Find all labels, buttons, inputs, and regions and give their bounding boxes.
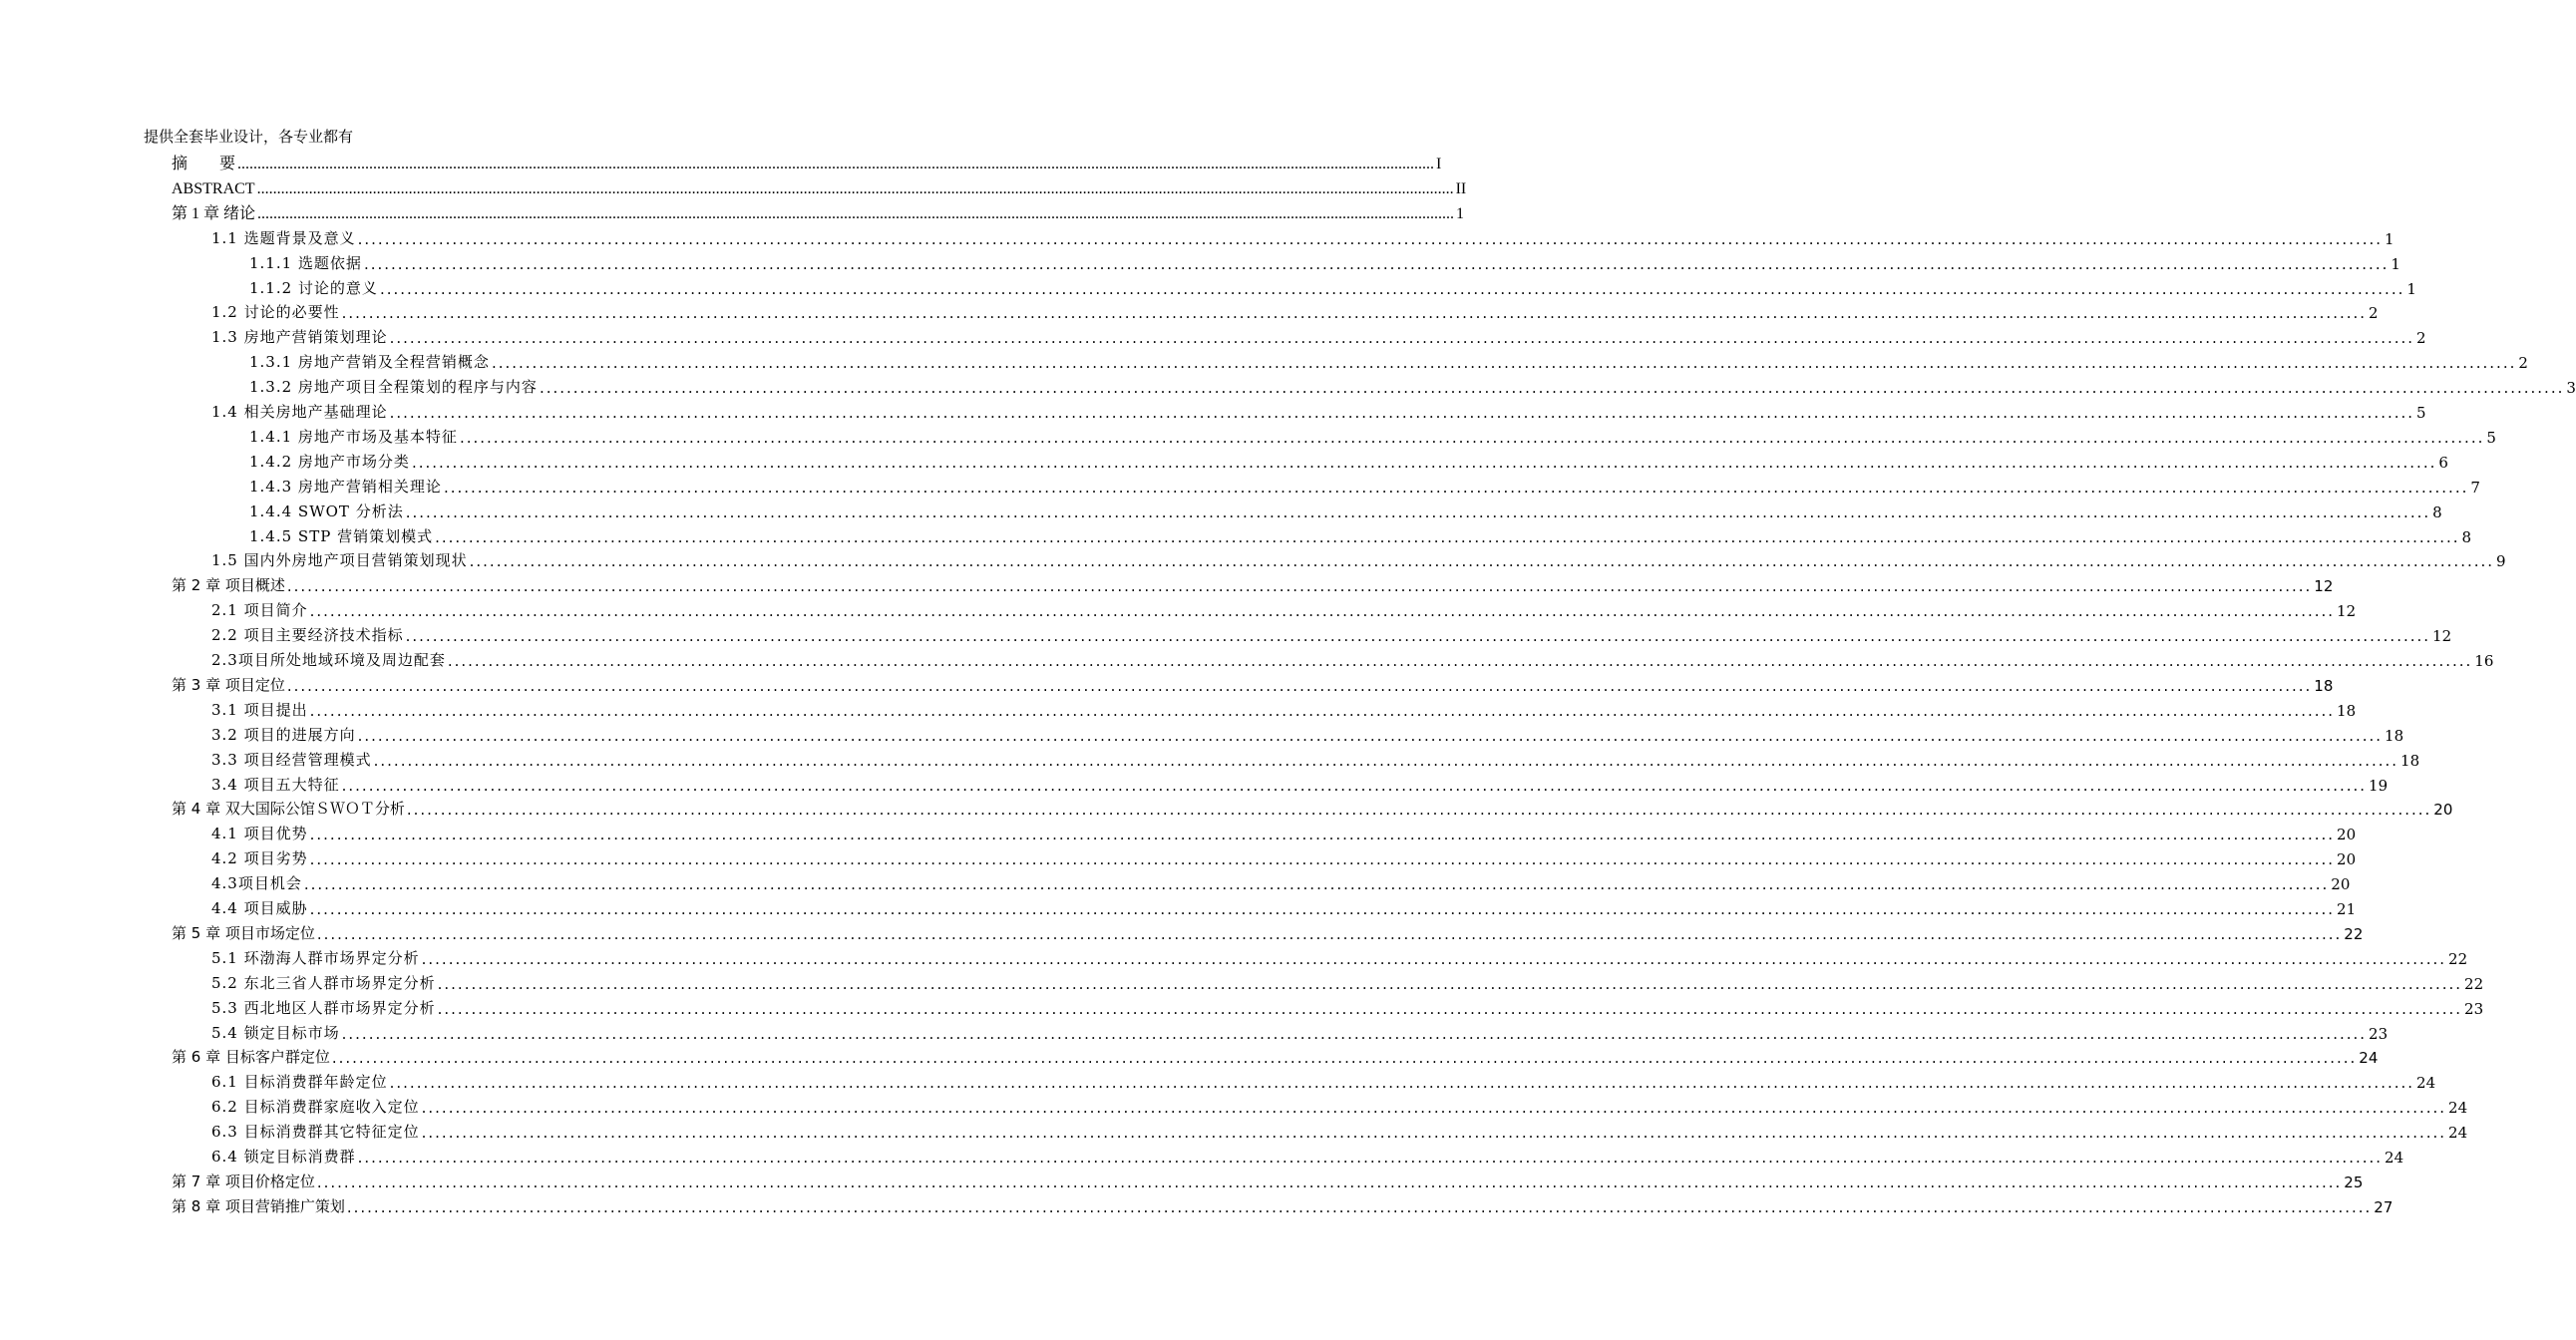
toc-entry-page: 1 (1456, 204, 1465, 222)
toc-entry-page: 7 (2470, 478, 2480, 497)
toc-entry[interactable] (211, 596, 2357, 621)
toc-entry-title: 1.4.1 房地产市场及基本特征 (249, 427, 458, 446)
toc-leader-dots: ............................................................................................................................................................................................................................................................................................................ (309, 826, 2336, 844)
toc-entry-page: 1 (2385, 229, 2394, 248)
toc-leader-dots: ............................................................................................................................................................................................................................................................................................................ (237, 156, 1435, 172)
toc-entry[interactable] (211, 1093, 2468, 1118)
toc-entry-title: 第 1 章 绪论 (172, 204, 256, 222)
toc-leader-dots: ............................................................................................................................................................................................................................................................................................................ (459, 428, 2485, 447)
toc-entry-title: 2.2 项目主要经济技术指标 (211, 626, 404, 645)
toc-entry[interactable] (172, 174, 1467, 198)
toc-entry-title: 第 6 章 目标客户群定位 (172, 1048, 330, 1067)
toc-entry-title: 第 8 章 项目营销推广策划 (172, 1196, 345, 1215)
toc-entry-title: 5.1 环渤海人群市场界定分析 (211, 948, 420, 967)
toc-entry[interactable] (211, 224, 2394, 248)
toc-entry[interactable] (249, 473, 2480, 497)
toc-entry-title: 第 5 章 项目市场定位 (172, 923, 315, 942)
toc-entry-page: 24 (2359, 1049, 2379, 1068)
toc-leader-dots: ............................................................................................................................................................................................................................................................................................................ (406, 801, 2432, 820)
toc-entry-title: 1.4.2 房地产市场分类 (249, 452, 410, 471)
toc-entry[interactable] (211, 721, 2404, 745)
toc-entry[interactable] (211, 820, 2357, 844)
toc-leader-dots: ............................................................................................................................................................................................................................................................................................................ (437, 999, 2463, 1018)
toc-entry-title: 3.1 项目提出 (211, 700, 308, 719)
toc-leader-dots: ............................................................................................................................................................................................................................................................................................................ (303, 875, 2330, 894)
toc-entry-page: 2 (2416, 329, 2426, 348)
toc-entry[interactable] (211, 1143, 2404, 1167)
toc-entry-page: 3 (2566, 379, 2576, 398)
toc-entry-title: 第 4 章 双大国际公馆ＳＷＯＴ分析 (172, 800, 405, 819)
toc-leader-dots: ............................................................................................................................................................................................................................................................................................................ (405, 502, 2431, 521)
toc-entry-page: 1 (2406, 279, 2416, 298)
toc-entry[interactable] (249, 522, 2472, 546)
toc-entry-page: 1 (2391, 254, 2400, 273)
toc-entry[interactable] (249, 498, 2442, 521)
toc-entry[interactable] (211, 1068, 2436, 1093)
toc-leader-dots: ............................................................................................................................................................................................................................................................................................................ (357, 229, 2384, 248)
toc-leader-dots: ............................................................................................................................................................................................................................................................................................................ (405, 627, 2431, 646)
toc-entry-title: 第 2 章 项目概述 (172, 576, 285, 595)
toc-entry-title: 3.4 项目五大特征 (211, 775, 340, 794)
toc-leader-dots: ............................................................................................................................................................................................................................................................................................................ (346, 1197, 2373, 1216)
toc-entry-page: 8 (2432, 502, 2442, 521)
toc-entry[interactable] (172, 1043, 2379, 1068)
toc-entry-title: 4.3项目机会 (211, 874, 302, 893)
toc-leader-dots: ............................................................................................................................................................................................................................................................................................................ (491, 354, 2517, 373)
toc-leader-dots: ............................................................................................................................................................................................................................................................................................................ (357, 726, 2384, 745)
toc-leader-dots: ............................................................................................................................................................................................................................................................................................................ (379, 279, 2405, 298)
toc-leader-dots: ............................................................................................................................................................................................................................................................................................................ (316, 924, 2343, 943)
toc-entry[interactable] (249, 249, 2400, 273)
toc-entry-page: 12 (2314, 577, 2334, 596)
toc-entry-page: 23 (2369, 1024, 2389, 1043)
toc-entry-page: 20 (2433, 801, 2453, 820)
toc-entry[interactable] (172, 150, 1442, 173)
toc-entry-page: 22 (2344, 924, 2364, 943)
toc-entry[interactable] (211, 323, 2426, 348)
toc-entry[interactable] (249, 348, 2528, 373)
toc-leader-dots: ............................................................................................................................................................................................................................................................................................................ (309, 701, 2336, 720)
toc-entry-page: 24 (2448, 1124, 2468, 1143)
toc-entry-title: 1.3.2 房地产项目全程策划的程序与内容 (249, 378, 538, 397)
toc-leader-dots: ............................................................................................................................................................................................................................................................................................................ (341, 776, 2368, 795)
toc-entry-title: 3.2 项目的进展方向 (211, 725, 356, 744)
toc-leader-dots: ............................................................................................................................................................................................................................................................................................................ (341, 1024, 2368, 1043)
toc-entry[interactable] (211, 398, 2426, 422)
toc-entry-title: 6.4 锁定目标消费群 (211, 1148, 356, 1166)
toc-leader-dots: ............................................................................................................................................................................................................................................................................................................ (435, 527, 2460, 546)
toc-entry-page: 24 (2448, 1099, 2468, 1118)
toc-entry-page: II (1455, 179, 1467, 197)
toc-leader-dots: ............................................................................................................................................................................................................................................................................................................ (411, 453, 2437, 472)
toc-entry-title: 5.2 东北三省人群市场界定分析 (211, 973, 436, 992)
toc-leader-dots: ............................................................................................................................................................................................................................................................................................................ (373, 751, 2399, 770)
toc-entry-page: 19 (2369, 776, 2389, 795)
toc-entry-title: 1.3.1 房地产营销及全程营销概念 (249, 353, 490, 372)
toc-entry[interactable] (249, 274, 2416, 298)
toc-entry-page: 18 (2385, 726, 2404, 745)
toc-entry-title: 1.1.1 选题依据 (249, 253, 362, 272)
toc-entry[interactable] (172, 199, 1465, 223)
toc-entry-page: 22 (2464, 974, 2484, 993)
toc-entry-page: 21 (2337, 900, 2357, 918)
toc-entry[interactable] (211, 1019, 2389, 1043)
toc-leader-dots: ............................................................................................................................................................................................................................................................................................................ (389, 329, 2415, 348)
toc-entry[interactable] (172, 571, 2334, 596)
toc-entry-title: ABSTRACT (172, 179, 255, 197)
toc-entry-page: 20 (2337, 826, 2357, 844)
toc-entry[interactable] (211, 969, 2484, 993)
toc-leader-dots: ............................................................................................................................................................................................................................................................................................................ (421, 1124, 2447, 1143)
toc-entry-title: 1.4 相关房地产基础理论 (211, 403, 388, 421)
toc-entry-page: 5 (2416, 404, 2426, 422)
toc-entry-page: 18 (2337, 701, 2357, 720)
toc-entry-page: 23 (2464, 999, 2484, 1018)
toc-entry[interactable] (211, 894, 2357, 918)
toc-entry[interactable] (172, 1168, 2364, 1191)
toc-entry[interactable] (211, 771, 2389, 795)
toc-leader-dots: ............................................................................................................................................................................................................................................................................................................ (389, 1074, 2415, 1093)
toc-entry-page: 20 (2331, 875, 2351, 894)
toc-entry-page: 2 (2518, 354, 2528, 373)
toc-entry-title: 5.4 锁定目标市场 (211, 1023, 340, 1042)
toc-leader-dots: ............................................................................................................................................................................................................................................................................................................ (469, 552, 2495, 571)
toc-leader-dots: ............................................................................................................................................................................................................................................................................................................ (421, 949, 2447, 968)
toc-leader-dots: ............................................................................................................................................................................................................................................................................................................ (421, 1099, 2447, 1118)
toc-entry-title: 1.1.2 讨论的意义 (249, 278, 378, 297)
toc-entry-page: I (1436, 156, 1442, 172)
toc-entry[interactable] (172, 919, 2364, 943)
toc-entry[interactable] (211, 646, 2494, 670)
toc-leader-dots: ............................................................................................................................................................................................................................................................................................................ (286, 577, 2313, 596)
toc-entry-page: 12 (2432, 627, 2452, 646)
toc-entry-page: 25 (2344, 1172, 2364, 1191)
toc-entry[interactable] (211, 844, 2357, 869)
toc-entry-title: 4.1 项目优势 (211, 825, 308, 843)
toc-leader-dots: ............................................................................................................................................................................................................................................................................................................ (443, 478, 2469, 497)
toc-entry-title: 3.3 项目经营管理模式 (211, 750, 372, 769)
toc-leader-dots: ............................................................................................................................................................................................................................................................................................................ (357, 1149, 2384, 1167)
toc-leader-dots: ............................................................................................................................................................................................................................................................................................................ (309, 850, 2336, 869)
toc-entry-page: 2 (2369, 304, 2379, 323)
toc-leader-dots: ............................................................................................................................................................................................................................................................................................................ (447, 652, 2473, 670)
toc-leader-dots: ............................................................................................................................................................................................................................................................................................................ (256, 179, 1454, 197)
toc-entry[interactable] (211, 298, 2379, 323)
toc-entry-page: 18 (2314, 676, 2334, 695)
toc-entry[interactable] (211, 746, 2420, 770)
toc-entry-page: 8 (2461, 527, 2472, 546)
toc-entry[interactable] (249, 448, 2448, 472)
toc-entry-title: 1.1 选题背景及意义 (211, 228, 356, 247)
toc-entry-page: 24 (2416, 1074, 2436, 1093)
toc-entry-page: 20 (2337, 850, 2357, 869)
toc-entry-title: 4.2 项目劣势 (211, 849, 308, 868)
toc-entry-title: 4.4 项目威胁 (211, 899, 308, 917)
toc-leader-dots: ............................................................................................................................................................................................................................................................................................................ (309, 900, 2336, 918)
toc-entry-title: 1.4.4 SWOT 分析法 (249, 502, 404, 520)
toc-entry[interactable] (211, 696, 2357, 720)
toc-entry-title: 6.2 目标消费群家庭收入定位 (211, 1098, 420, 1117)
toc-entry-page: 18 (2400, 751, 2420, 770)
toc-leader-dots: ............................................................................................................................................................................................................................................................................................................ (286, 676, 2313, 695)
toc-entry-title: 摘 要 (172, 156, 236, 172)
toc-entry-page: 22 (2448, 949, 2468, 968)
toc-leader-dots: ............................................................................................................................................................................................................................................................................................................ (331, 1049, 2358, 1068)
toc-entry-page: 16 (2474, 652, 2494, 670)
header-note: 提供全套毕业设计，各专业都有 (144, 128, 354, 146)
toc-entry[interactable] (211, 546, 2506, 571)
toc-leader-dots: ............................................................................................................................................................................................................................................................................................................ (363, 254, 2390, 273)
toc-entry-title: 6.3 目标消费群其它特征定位 (211, 1123, 420, 1142)
toc-leader-dots: ............................................................................................................................................................................................................................................................................................................ (539, 379, 2565, 398)
toc-entry-title: 1.4.5 STP 营销策划模式 (249, 526, 434, 545)
toc-entry-title: 2.1 项目简介 (211, 601, 308, 620)
toc-entry[interactable] (211, 994, 2484, 1018)
toc-entry[interactable] (211, 944, 2468, 968)
toc-entry-page: 9 (2496, 552, 2506, 571)
toc-entry-title: 1.4.3 房地产营销相关理论 (249, 477, 442, 496)
toc-entry[interactable] (211, 869, 2351, 894)
toc-leader-dots: ............................................................................................................................................................................................................................................................................................................ (341, 304, 2368, 323)
toc-entry-page: 27 (2374, 1197, 2393, 1216)
toc-leader-dots: ............................................................................................................................................................................................................................................................................................................ (309, 602, 2336, 621)
toc-entry[interactable] (249, 423, 2496, 447)
toc-entry[interactable] (172, 1192, 2393, 1216)
toc-entry-title: 5.3 西北地区人群市场界定分析 (211, 998, 436, 1017)
toc-entry-title: 第 7 章 项目价格定位 (172, 1172, 315, 1190)
toc-entry[interactable] (249, 373, 2576, 398)
toc-entry-title: 1.5 国内外房地产项目营销策划现状 (211, 551, 468, 570)
toc-entry-title: 2.3项目所处地域环境及周边配套 (211, 651, 446, 669)
toc-entry-page: 5 (2486, 428, 2496, 447)
toc-leader-dots: ............................................................................................................................................................................................................................................................................................................ (257, 204, 1455, 222)
toc-leader-dots: ............................................................................................................................................................................................................................................................................................................ (389, 404, 2415, 422)
toc-entry-title: 6.1 目标消费群年龄定位 (211, 1073, 388, 1092)
toc-entry[interactable] (211, 1118, 2468, 1143)
toc-entry-title: 1.3 房地产营销策划理论 (211, 328, 388, 347)
toc-entry-title: 1.2 讨论的必要性 (211, 303, 340, 322)
toc-entry-page: 6 (2438, 453, 2448, 472)
toc-entry[interactable] (172, 671, 2334, 695)
toc-entry-page: 12 (2337, 602, 2357, 621)
toc-entry[interactable] (211, 621, 2452, 646)
toc-entry-title: 第 3 章 项目定位 (172, 675, 285, 694)
toc-leader-dots: ............................................................................................................................................................................................................................................................................................................ (437, 974, 2463, 993)
toc-leader-dots: ............................................................................................................................................................................................................................................................................................................ (316, 1172, 2343, 1191)
toc-entry[interactable] (172, 795, 2453, 820)
toc-entry-page: 24 (2385, 1149, 2404, 1167)
